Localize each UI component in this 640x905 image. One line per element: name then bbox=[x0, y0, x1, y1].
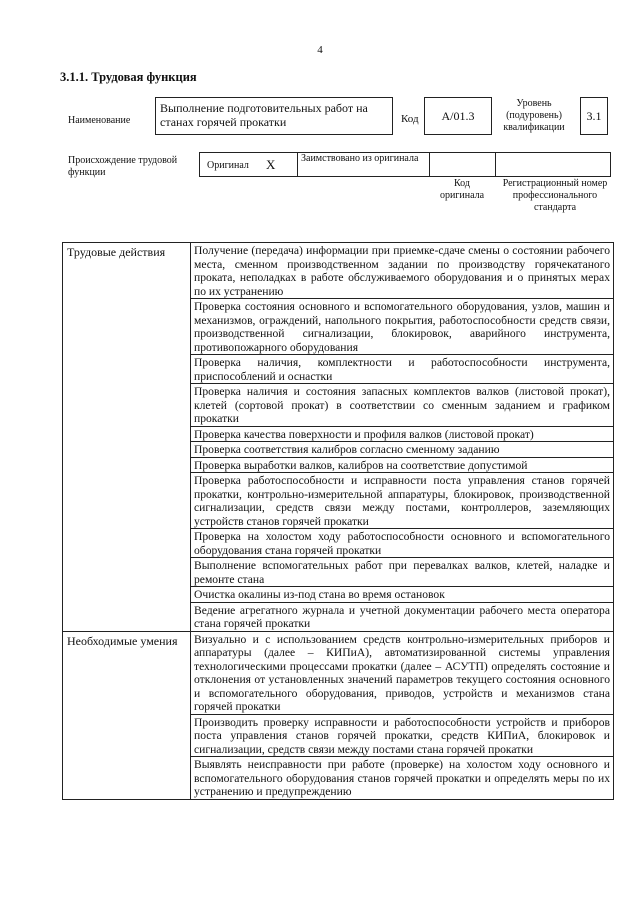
table-row bbox=[63, 457, 614, 473]
origin-divider bbox=[199, 152, 201, 177]
group-label-cell bbox=[63, 602, 191, 631]
code-value: А/01.3 bbox=[441, 109, 475, 123]
group-label-cell bbox=[63, 299, 191, 355]
level-label: Уровень (подуровень) квалификации bbox=[503, 98, 565, 133]
table-row bbox=[63, 714, 614, 757]
item-text: Визуально и с использованием средств контрольно-измерительных приборов и аппаратуры (далее – КИПиА), автоматизированной системы управления технологическими процессами прокатки (далее – АСУТП) определять состояние и отклонения от установленных значений параметров текущего состояния основного и вспомогательного оборудования, приводов, устройств и механизмов стана горячей прокатки bbox=[191, 631, 614, 714]
group-label-cell bbox=[63, 426, 191, 442]
item-text: Проверка работоспособности и исправности поста управления станов горячей прокатки, контрольно-измерительной аппаратуры, блокировок, производственной сигнализации, средств связи между постами, контроллеров, заземляющих устройств станов горячей прокатки bbox=[191, 473, 614, 529]
table-row bbox=[63, 384, 614, 427]
code-label: Код bbox=[401, 113, 419, 125]
original-mark: X bbox=[266, 157, 276, 172]
item-text: Выявлять неисправности при работе (проверке) на холостом ходу основного и вспомогательного оборудования станов горячей прокатки и определять меры по их устранению и предупреждению bbox=[191, 757, 614, 800]
reg-number-caption: Регистрационный номер профессионального стандарта bbox=[502, 178, 608, 213]
table-row bbox=[63, 587, 614, 603]
table-row bbox=[63, 355, 614, 384]
level-value: 3.1 bbox=[586, 109, 602, 123]
borrowed-label: Заимствовано из оригинала bbox=[301, 153, 419, 164]
item-text: Проверка соответствия калибров согласно сменному заданию bbox=[191, 442, 614, 458]
level-box bbox=[580, 97, 608, 135]
group-label-cell bbox=[63, 384, 191, 427]
origin-divider bbox=[495, 152, 496, 177]
table-row bbox=[63, 602, 614, 631]
table-row bbox=[63, 631, 614, 714]
code-original-caption: Код оригинала bbox=[439, 178, 485, 201]
group-label-cell bbox=[63, 473, 191, 529]
function-name-value: Выполнение подготовительных работ на станах горячей прокатки bbox=[160, 101, 368, 129]
group-label-cell bbox=[63, 529, 191, 558]
code-box bbox=[424, 97, 492, 135]
table-row bbox=[63, 757, 614, 800]
section-title: 3.1.1. Трудовая функция bbox=[60, 70, 197, 84]
table-row bbox=[63, 426, 614, 442]
name-label: Наименование bbox=[68, 115, 131, 126]
item-text: Проверка выработки валков, калибров на соответствие допустимой bbox=[191, 457, 614, 473]
table-row bbox=[63, 243, 614, 299]
function-name-box bbox=[155, 97, 393, 135]
group-label-cell bbox=[63, 558, 191, 587]
item-text: Очистка окалины из-под стана во время остановок bbox=[191, 587, 614, 603]
group-label-cell bbox=[63, 457, 191, 473]
origin-divider bbox=[297, 152, 298, 177]
group-label-cell bbox=[63, 587, 191, 603]
table-row bbox=[63, 558, 614, 587]
origin-label: Происхождение трудовой функции bbox=[68, 155, 178, 178]
item-text: Проверка наличия и состояния запасных комплектов валков (листовой прокат), клетей (сортовой прокат) в соответствии со сменным заданием и графиком прокатки bbox=[191, 384, 614, 427]
group-label-cell bbox=[63, 442, 191, 458]
item-text: Проверка качества поверхности и профиля валков (листовой прокат) bbox=[191, 426, 614, 442]
item-text: Ведение агрегатного журнала и учетной документации рабочего места оператора стана горячей прокатки bbox=[191, 602, 614, 631]
group-label: Необходимые умения bbox=[63, 631, 191, 714]
group-label-cell bbox=[63, 757, 191, 800]
table-row bbox=[63, 529, 614, 558]
item-text: Проверка наличия, комплектности и работоспособности инструмента, приспособлений и оснастки bbox=[191, 355, 614, 384]
item-text: Выполнение вспомогательных работ при перевалках валков, клетей, наладке и ремонте стана bbox=[191, 558, 614, 587]
item-text: Проверка на холостом ходу работоспособности основного и вспомогательного оборудования стана горячей прокатки bbox=[191, 529, 614, 558]
origin-divider bbox=[429, 152, 430, 177]
table-row bbox=[63, 473, 614, 529]
item-text: Проверка состояния основного и вспомогательного оборудования, узлов, машин и механизмов, ограждений, напольного покрытия, работоспособности средств связи, производственной сигнализации, блокировок, аварийного инструмента, противопожарного оборудования bbox=[191, 299, 614, 355]
function-details-table bbox=[62, 242, 614, 800]
group-label-cell bbox=[63, 355, 191, 384]
group-label-cell bbox=[63, 714, 191, 757]
page-number: 4 bbox=[317, 44, 323, 56]
table-row bbox=[63, 442, 614, 458]
item-text: Получение (передача) информации при приемке-сдаче смены о состоянии рабочего места, сменном производственном задании по производству горячекатаного проката, неполадках в работе обслуживаемого оборудования и о принятых мерах по их устранению bbox=[191, 243, 614, 299]
item-text: Производить проверку исправности и работоспособности устройств и приборов поста управления станов горячей прокатки, средств КИПиА, блокировок и сигнализации, средств связи между постами стана горячей прокатки bbox=[191, 714, 614, 757]
group-label: Трудовые действия bbox=[63, 243, 191, 299]
table-row bbox=[63, 299, 614, 355]
original-label: Оригинал bbox=[207, 160, 249, 171]
